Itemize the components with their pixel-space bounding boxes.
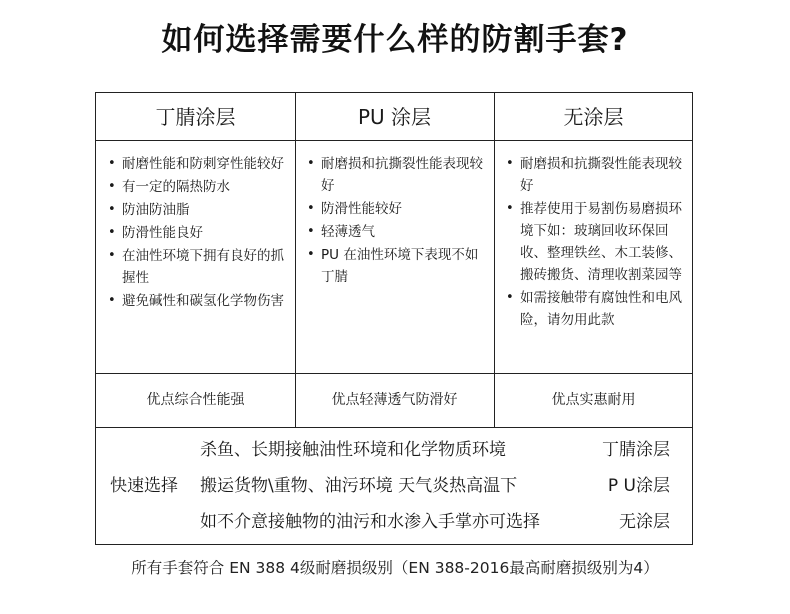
quick-select-result: 丁腈涂层: [602, 440, 670, 460]
quick-select-result: P U涂层: [607, 476, 670, 496]
standard-footnote: 所有手套符合 EN 388 4级耐磨损级别（EN 388-2016最高耐磨损级别为4）: [131, 559, 659, 577]
list-item: • 避免碱性和碳氢化学物伤害: [108, 290, 284, 312]
nitrile-feature-list: [108, 153, 284, 313]
pu-feature-list: [307, 153, 483, 289]
header-uncoated: 无涂层: [563, 105, 624, 129]
list-item: • 有一定的隔热防水: [108, 176, 284, 198]
quick-select-result: 无涂层: [619, 512, 670, 532]
comparison-table: [95, 92, 693, 428]
list-item: • PU 在油性环境下表现不如丁腈: [307, 244, 483, 288]
header-pu: PU 涂层: [357, 105, 432, 129]
advantage-nitrile: 优点综合性能强: [146, 392, 245, 408]
list-item: • 轻薄透气: [307, 221, 483, 243]
quick-select-condition: 搬运货物\重物、油污环境 天气炎热高温下: [200, 476, 518, 496]
uncoated-feature-list: [506, 153, 682, 332]
advantage-pu: 优点轻薄透气防滑好: [331, 392, 458, 408]
quick-select-condition: 杀鱼、长期接触油性环境和化学物质环境: [200, 440, 506, 460]
list-item: • 防滑性能较好: [307, 198, 483, 220]
quick-select-box: [95, 428, 693, 545]
quick-select-condition: 如不介意接触物的油污和水渗入手掌亦可选择: [200, 512, 540, 532]
quick-select-label: 快速选择: [110, 476, 178, 496]
page-title: 如何选择需要什么样的防割手套?: [161, 22, 629, 58]
list-item: • 防油防油脂: [108, 199, 284, 221]
list-item: • 在油性环境下拥有良好的抓握性: [108, 245, 284, 289]
header-nitrile: 丁腈涂层: [155, 105, 236, 129]
list-item: • 如需接触带有腐蚀性和电风险，请勿用此款: [506, 287, 682, 331]
list-item: • 耐磨损和抗撕裂性能表现较好: [506, 153, 682, 197]
list-item: • 耐磨性能和防刺穿性能较好: [108, 153, 284, 175]
list-item: • 推荐使用于易割伤易磨损环境下如：玻璃回收环保回收、整理铁丝、木工装修、搬砖搬货、清理收割菜园等: [506, 198, 682, 286]
list-item: • 防滑性能良好: [108, 222, 284, 244]
list-item: • 耐磨损和抗撕裂性能表现较好: [307, 153, 483, 197]
advantage-uncoated: 优点实惠耐用: [551, 392, 636, 408]
